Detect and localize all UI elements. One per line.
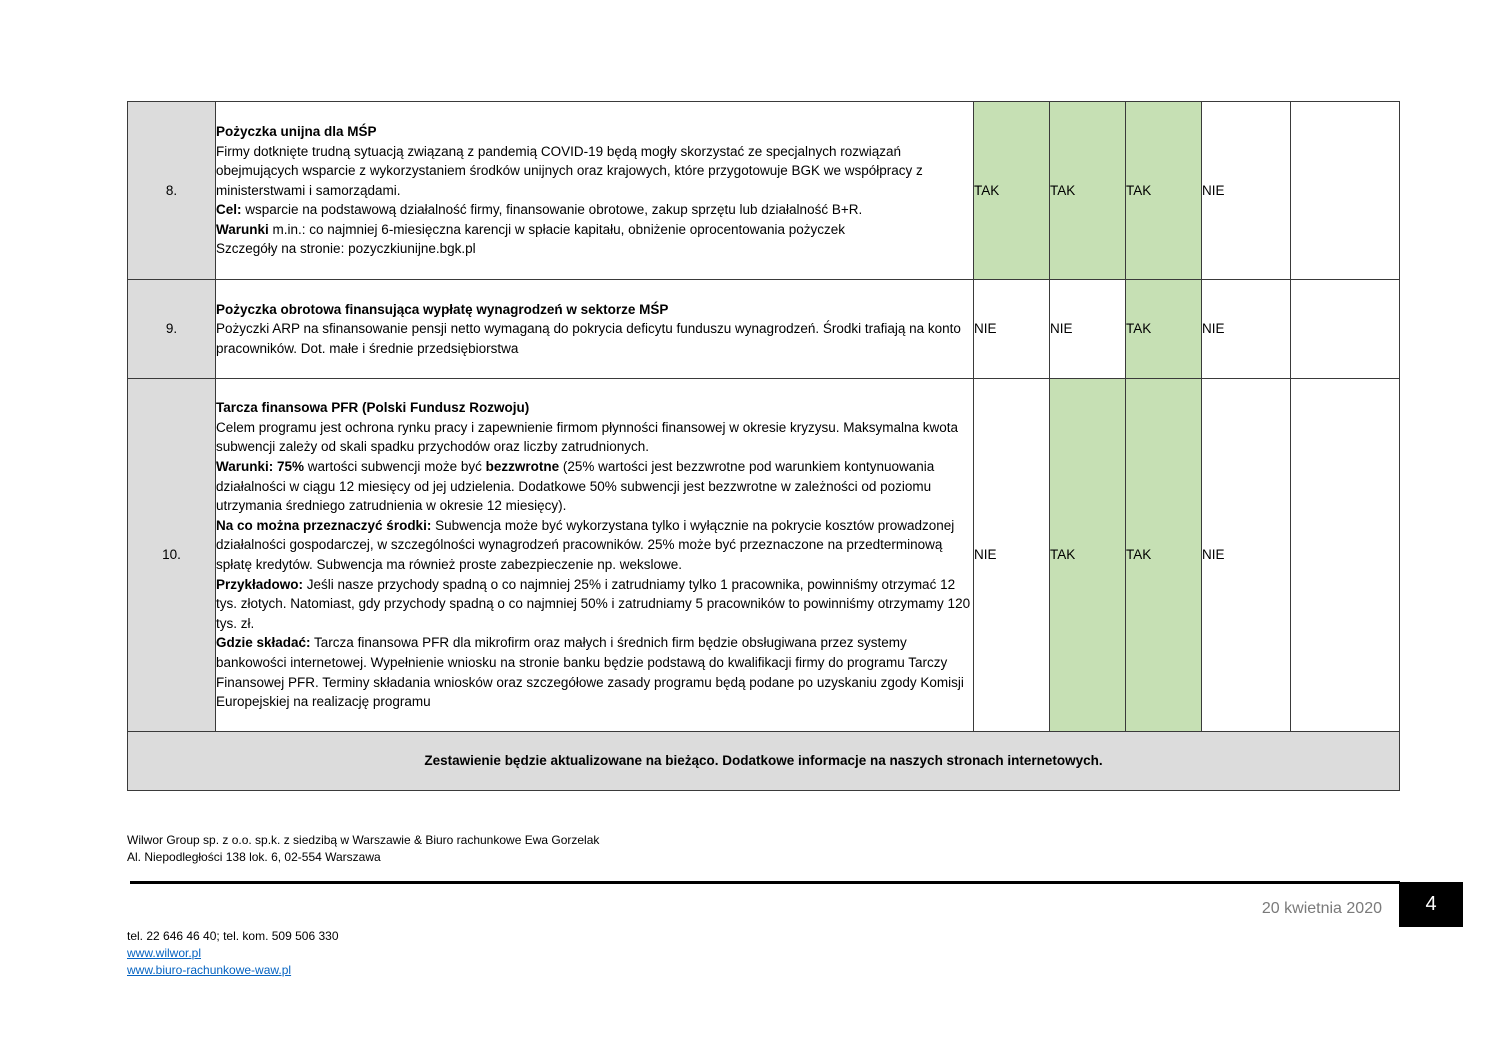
- value-cell: TAK: [1050, 102, 1126, 280]
- footer-divider: [130, 881, 1400, 884]
- value-cell: TAK: [1126, 280, 1202, 379]
- row-body: Firmy dotknięte trudną sytuacją związaną z pandemią COVID-19 będą mogły skorzystać ze specjalnych rozwiązań obejmujących wsparcie z wykorzystaniem środków unijnych oraz krajowych, które przygotowuje BGK we współpracy z ministerstwami i samorządami.: [216, 143, 923, 198]
- page-number: 4: [1399, 882, 1463, 927]
- table-footer-row: [128, 732, 1400, 791]
- value-cell: NIE: [1202, 379, 1291, 732]
- table-row: [128, 102, 1400, 280]
- footer-note: Zestawienie będzie aktualizowane na bieżąco. Dodatkowe informacje na naszych stronach internetowych.: [128, 732, 1400, 791]
- row-details: Szczegóły na stronie: pozyczkiunijne.bgk.pl: [216, 241, 476, 257]
- table-row: [128, 379, 1400, 732]
- row-title: Pożyczka unijna dla MŚP: [216, 123, 377, 139]
- row-number: 10.: [128, 379, 216, 732]
- table-row: [128, 280, 1400, 379]
- row-description: Tarcza finansowa PFR (Polski Fundusz Rozwoju) Celem programu jest ochrona rynku pracy i zapewnienie firmom płynności finansowej w okresie kryzysu. Maksymalna kwota subwencji zależy od skali spadku przychodów oraz liczby zatrudnionych. Warunki: 75% wartości subwencji może być bezzwrotne (25% wartości jest bezzwrotne pod warunkiem kontynuowania działalności w ciągu 12 miesięcy od jej udzielenia. Dodatkowe 50% subwencji jest bezzwrotne w zależności od poziomu utrzymania średniego zatrudnienia w okresie 12 miesięcy). Na co można przeznaczyć środki: Subwencja może być wykorzystana tylko i wyłącznie na pokrycie kosztów prowadzonej działalności gospodarczej, w szczególności wynagrodzeń pracowników. 25% może być przeznaczone na przedterminową spłatę kredytów. Subwencja ma również proste zabezpieczenie np. wekslowe. Przykładowo: Jeśli nasze przychody spadną o co najmniej 25% i zatrudniamy tylko 1 pracownika, powinniśmy otrzymać 12 tys. złotych. Natomiast, gdy przychody spadną o co najmniej 50% i zatrudniamy 5 pracowników to powinniśmy otrzymamy 120 tys. zł. Gdzie składać: Tarcza finansowa PFR dla mikrofirm oraz małych i średnich firm będzie obsługiwana przez systemy bankowości internetowej. Wypełnienie wniosku na stronie banku będzie podstawą do kwalifikacji firmy do programu Tarczy Finansowej PFR. Terminy składania wniosków oraz szczegółowe zasady programu będą podane po uzyskaniu zgody Komisji Europejskiej na realizację programu: [216, 379, 974, 732]
- website-link-wilwor[interactable]: www.wilwor.pl: [127, 946, 202, 960]
- row-number: 8.: [128, 102, 216, 280]
- company-info: [127, 832, 599, 866]
- website-link-biuro[interactable]: www.biuro-rachunkowe-waw.pl: [127, 963, 292, 977]
- row-number: 9.: [128, 280, 216, 379]
- value-cell: [1291, 280, 1400, 379]
- value-cell: NIE: [1202, 102, 1291, 280]
- value-cell: NIE: [1202, 280, 1291, 379]
- row-title: Pożyczka obrotowa finansująca wypłatę wynagrodzeń w sektorze MŚP: [216, 301, 669, 317]
- value-cell: TAK: [1126, 102, 1202, 280]
- company-name: Wilwor Group sp. z o.o. sp.k. z siedzibą w Warszawie & Biuro rachunkowe Ewa Gorzelak: [127, 833, 600, 847]
- value-cell: TAK: [1126, 379, 1202, 732]
- contact-info: [127, 928, 339, 979]
- row-title: Tarcza finansowa PFR (Polski Fundusz Rozwoju): [216, 400, 530, 416]
- value-cell: [1291, 379, 1400, 732]
- row-body: Pożyczki ARP na sfinansowanie pensji netto wymaganą do pokrycia deficytu funduszu wynagrodzeń. Środki trafiają na konto pracowników. Dot. małe i średnie przedsiębiorstwa: [216, 321, 961, 356]
- row-description: Pożyczka unijna dla MŚP Firmy dotknięte trudną sytuacją związaną z pandemią COVID-19 będą mogły skorzystać ze specjalnych rozwiązań obejmujących wsparcie z wykorzystaniem środków unijnych oraz krajowych, które przygotowuje BGK we współpracy z ministerstwami i samorządami. Cel: wsparcie na podstawową działalność firmy, finansowanie obrotowe, zakup sprzętu lub działalność B+R. Warunki m.in.: co najmniej 6-miesięczna karencji w spłacie kapitału, obniżenie oprocentowania pożyczek Szczegóły na stronie: pozyczkiunijne.bgk.pl: [216, 102, 974, 280]
- value-cell: TAK: [1050, 379, 1126, 732]
- value-cell: NIE: [974, 280, 1050, 379]
- document-date: 20 kwietnia 2020: [1261, 900, 1382, 917]
- value-cell: [1291, 102, 1400, 280]
- value-cell: NIE: [1050, 280, 1126, 379]
- value-cell: TAK: [974, 102, 1050, 280]
- row-description: [216, 280, 974, 379]
- value-cell: NIE: [974, 379, 1050, 732]
- programs-table: [127, 101, 1400, 791]
- phone-numbers: tel. 22 646 46 40; tel. kom. 509 506 330: [127, 929, 339, 943]
- company-address: Al. Niepodległości 138 lok. 6, 02-554 Warszawa: [127, 850, 381, 864]
